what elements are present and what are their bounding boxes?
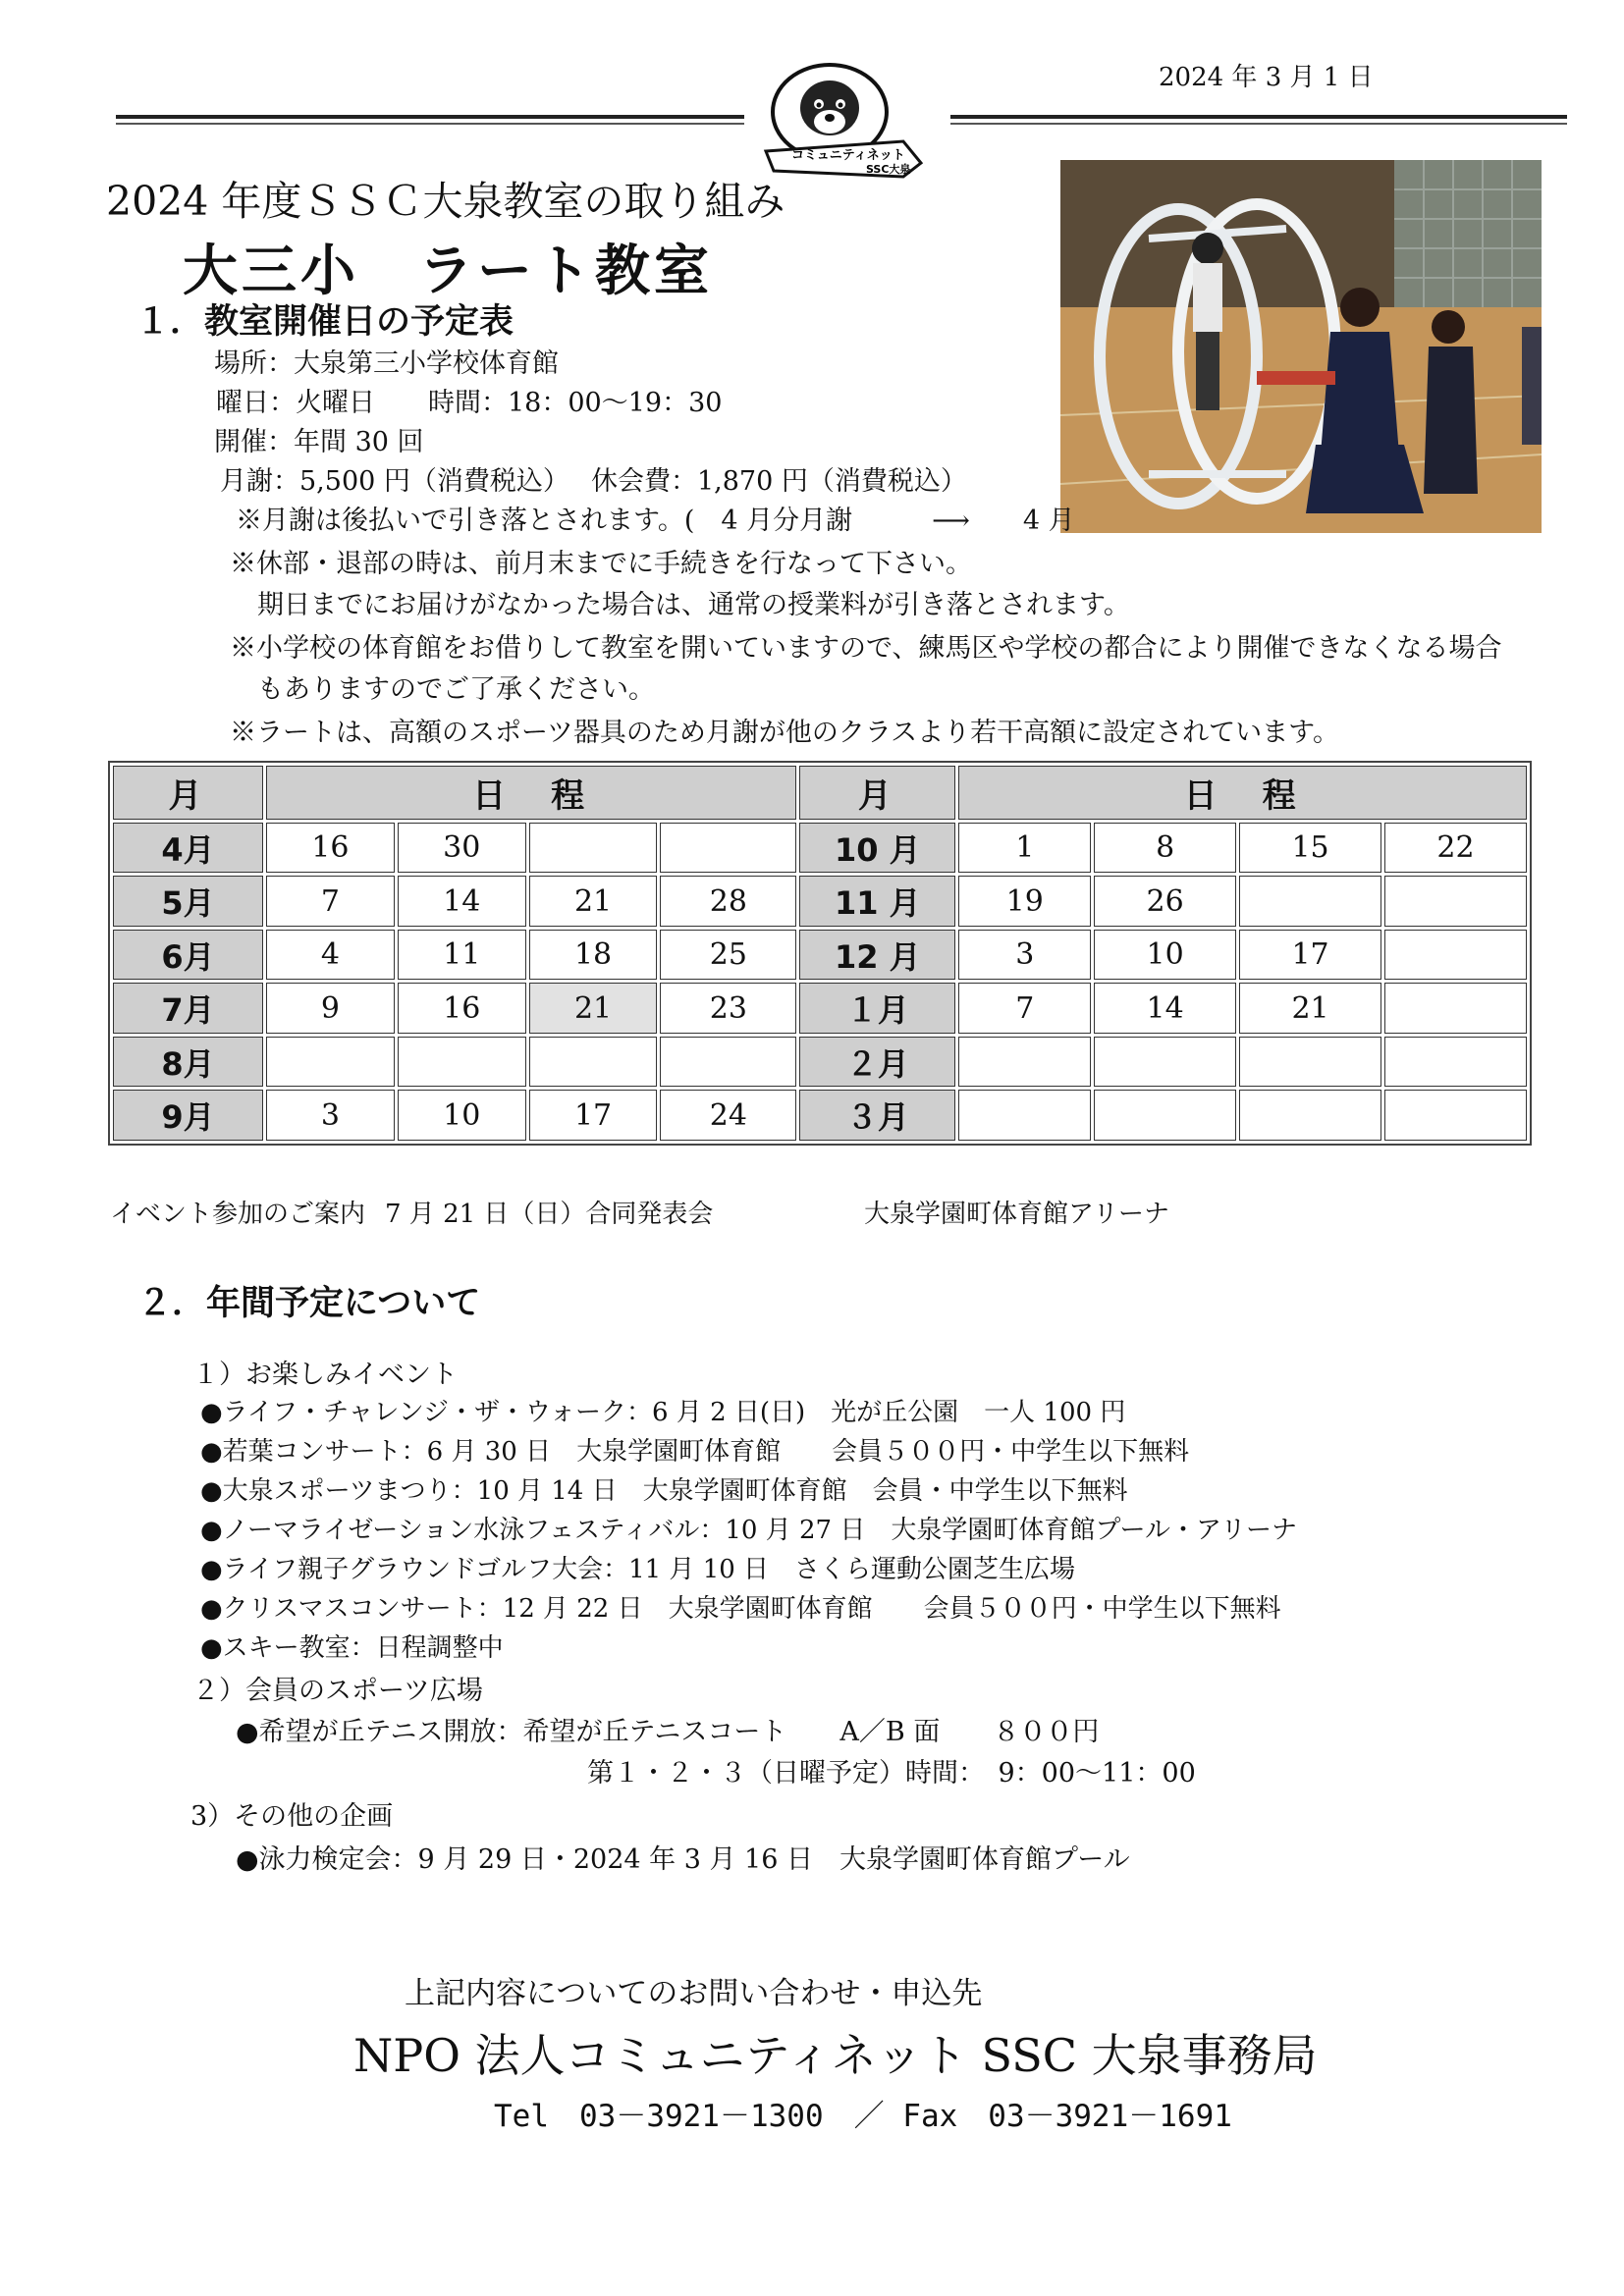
day-cell: 24 [660, 1090, 796, 1141]
annual-sub1: １）お楽しみイベント [192, 1360, 458, 1390]
annual-sub2: ２）会員のスポーツ広場 [192, 1676, 483, 1706]
info-note-cancellation: ※小学校の体育館をお借りして教室を開いていますので、練馬区や学校の都合により開催できなくなる場合 [230, 633, 1502, 664]
day-cell [1239, 1037, 1381, 1088]
month-cell: 7月 [113, 983, 263, 1034]
event-notice-venue: 大泉学園町体育館アリーナ [864, 1200, 1169, 1229]
header-month-left: 月 [113, 766, 263, 820]
logo-text-bottom: SSC大泉 [866, 163, 911, 176]
day-cell [398, 1037, 526, 1088]
annual-event-item: ●ライフ親子グラウンドゴルフ大会：11 月 10 日 さくら運動公園芝生広場 [200, 1555, 1076, 1584]
month-cell: ３月 [799, 1090, 955, 1141]
day-cell: 25 [660, 930, 796, 981]
month-cell: ２月 [799, 1037, 955, 1088]
day-cell: 16 [266, 823, 395, 874]
annual-item-tennis: ●希望が丘テニス開放：希望が丘テニスコート A／B 面 ８００円 [236, 1717, 1100, 1747]
info-place: 場所：大泉第三小学校体育館 [214, 348, 559, 379]
annual-event-item: ●大泉スポーツまつり：10 月 14 日 大泉学園町体育館 会員・中学生以下無料 [200, 1476, 1128, 1506]
header-days-right: 日 程 [958, 766, 1527, 820]
rhoenrad-photo [1060, 160, 1542, 533]
schedule-row [113, 823, 1527, 874]
day-cell [529, 823, 658, 874]
day-cell: 1 [958, 823, 1091, 874]
month-cell: 4月 [113, 823, 263, 874]
annual-item-swim-test: ●泳力検定会：9 月 29 日・2024 年 3 月 16 日 大泉学園町体育館プール [236, 1844, 1130, 1875]
month-cell: 5月 [113, 876, 263, 927]
schedule-row [113, 876, 1527, 927]
schedule-row [113, 1037, 1527, 1088]
day-cell: 16 [398, 983, 526, 1034]
day-cell: 3 [266, 1090, 395, 1141]
day-cell: 22 [1384, 823, 1527, 874]
annual-event-item: ●ライフ・チャレンジ・ザ・ウォーク：6 月 2 日(日) 光が丘公園 一人 100 円 [200, 1398, 1126, 1427]
event-notice-detail: 7 月 21 日（日）合同発表会 [385, 1200, 714, 1229]
day-cell [1239, 876, 1381, 927]
day-cell [266, 1037, 395, 1088]
schedule-table [108, 761, 1532, 1146]
annual-event-item: ●ノーマライゼーション水泳フェスティバル：10 月 27 日 大泉学園町体育館プール・アリーナ [200, 1516, 1297, 1545]
info-note-deadline: 期日までにお届けがなかった場合は、通常の授業料が引き落とされます。 [257, 590, 1130, 620]
day-cell: 14 [398, 876, 526, 927]
header-days-left: 日 程 [266, 766, 796, 820]
month-cell: １月 [799, 983, 955, 1034]
header-month-right: 月 [799, 766, 955, 820]
day-cell: 8 [1094, 823, 1236, 874]
info-note-fee-level: ※ラートは、高額のスポーツ器具のため月謝が他のクラスより若干高額に設定されています。 [230, 718, 1339, 748]
contact-organization: NPO 法人コミュニティネット SSC 大泉事務局 [353, 2029, 1318, 2082]
contact-label: 上記内容についてのお問い合わせ・申込先 [405, 1976, 983, 2011]
day-cell [1384, 930, 1527, 981]
day-cell: 17 [529, 1090, 658, 1141]
month-cell: 12 月 [799, 930, 955, 981]
event-notice-label: イベント参加のご案内 [110, 1200, 366, 1229]
day-cell [958, 1037, 1091, 1088]
day-cell: 10 [398, 1090, 526, 1141]
day-cell: 28 [660, 876, 796, 927]
info-note-payment: ※月謝は後払いで引き落とされます。( 4 月分月謝 ⟶ 4 月 [236, 506, 1075, 536]
day-cell: 23 [660, 983, 796, 1034]
schedule-header-row [113, 766, 1527, 820]
annual-event-item: ●クリスマスコンサート：12 月 22 日 大泉学園町体育館 会員５００円・中学生以下無料 [200, 1594, 1281, 1624]
day-cell [1384, 876, 1527, 927]
annual-item-tennis-schedule: 第１・２・３（日曜予定）時間： 9：00〜11：00 [587, 1758, 1196, 1789]
day-cell: 21 [529, 876, 658, 927]
page-title: 2024 年度ＳＳＣ大泉教室の取り組み [106, 178, 785, 225]
info-note-withdraw: ※休部・退部の時は、前月末までに手続きを行なって下さい。 [230, 549, 972, 579]
day-cell [958, 1090, 1091, 1141]
day-cell: 30 [398, 823, 526, 874]
day-cell [1384, 983, 1527, 1034]
day-cell: 9 [266, 983, 395, 1034]
schedule-row [113, 983, 1527, 1034]
info-count: 開催：年間 30 回 [214, 427, 424, 457]
day-cell [1239, 1090, 1381, 1141]
schedule-row [113, 1090, 1527, 1141]
info-note-acknowledge: もありますのでご了承ください。 [257, 674, 655, 705]
month-cell: 8月 [113, 1037, 263, 1088]
day-cell: 3 [958, 930, 1091, 981]
contact-phone-fax: Tel 03－3921－1300 ／ Fax 03－3921－1691 [494, 2099, 1232, 2134]
day-cell: 11 [398, 930, 526, 981]
day-cell: 17 [1239, 930, 1381, 981]
day-cell: 14 [1094, 983, 1236, 1034]
day-cell: 7 [958, 983, 1091, 1034]
day-cell [529, 1037, 658, 1088]
day-cell: 10 [1094, 930, 1236, 981]
info-day-time: 曜日：火曜日 時間：18：00〜19：30 [216, 388, 723, 418]
day-cell [1384, 1037, 1527, 1088]
day-cell [660, 823, 796, 874]
day-cell: 7 [266, 876, 395, 927]
day-cell: 26 [1094, 876, 1236, 927]
class-title: 大三小 ラート教室 [183, 240, 713, 303]
day-cell: 15 [1239, 823, 1381, 874]
day-cell [1094, 1037, 1236, 1088]
day-cell [660, 1037, 796, 1088]
header-rule-right [950, 115, 1567, 119]
day-cell: 21 [529, 983, 658, 1034]
month-cell: 10 月 [799, 823, 955, 874]
schedule-row [113, 930, 1527, 981]
document-date: 2024 年 3 月 1 日 [1159, 63, 1374, 92]
month-cell: 11 月 [799, 876, 955, 927]
month-cell: 9月 [113, 1090, 263, 1141]
header-rule-left [116, 115, 744, 119]
logo-text-top: コミュニティネット [791, 148, 905, 163]
annual-event-item: ●スキー教室：日程調整中 [200, 1633, 504, 1663]
section2-heading: ２．年間予定について [137, 1284, 481, 1323]
annual-event-item: ●若葉コンサート：6 月 30 日 大泉学園町体育館 会員５００円・中学生以下無料 [200, 1437, 1190, 1467]
day-cell [1384, 1090, 1527, 1141]
annual-sub3: 3）その他の企画 [190, 1801, 394, 1832]
day-cell: 19 [958, 876, 1091, 927]
month-cell: 6月 [113, 930, 263, 981]
header-rule-left-thin [116, 123, 744, 125]
day-cell: 4 [266, 930, 395, 981]
header-rule-right-thin [950, 123, 1567, 125]
section1-heading: １．教室開催日の予定表 [135, 302, 514, 342]
info-fees: 月謝：5,500 円（消費税込） 休会費：1,870 円（消費税込） [220, 466, 967, 497]
day-cell: 21 [1239, 983, 1381, 1034]
day-cell [1094, 1090, 1236, 1141]
day-cell: 18 [529, 930, 658, 981]
